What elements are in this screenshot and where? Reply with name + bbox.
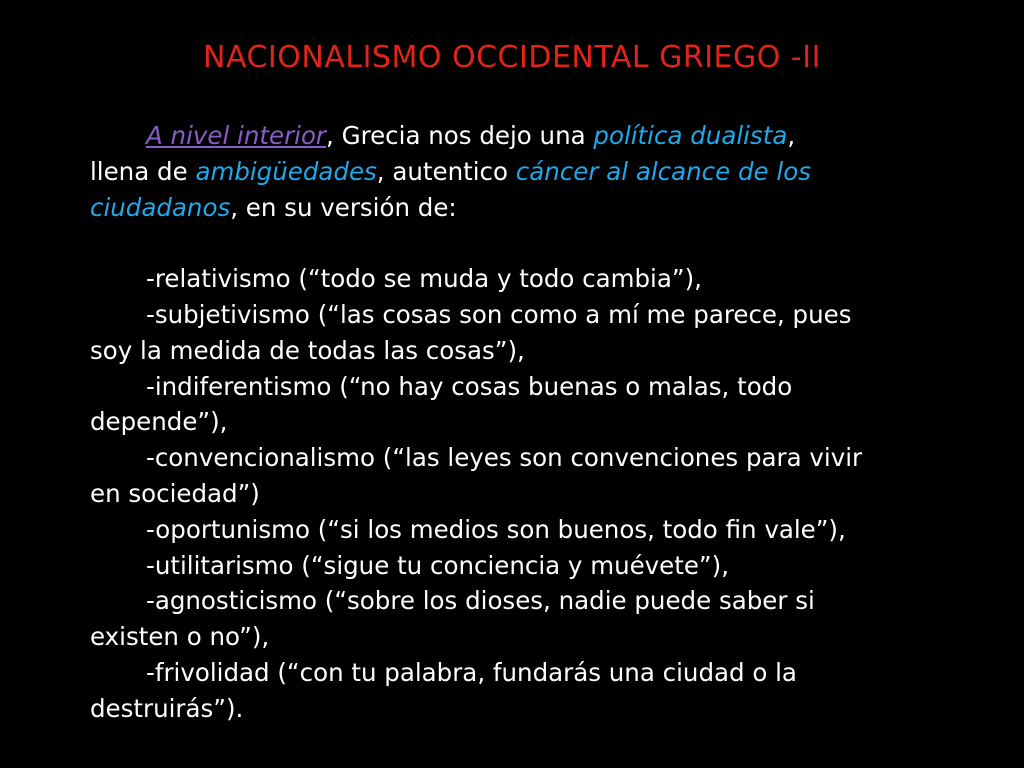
paragraph-gap — [90, 225, 940, 261]
highlight-politica-dualista: política dualista — [593, 121, 788, 150]
slide-body — [90, 118, 940, 727]
item-indiferentismo-cont: depende”), — [90, 407, 228, 437]
highlight-ambiguedades: ambigüedades — [195, 156, 377, 186]
item-relativismo: -relativismo (“todo se muda y todo cambia”), — [146, 264, 702, 294]
item-agnosticismo: -agnosticismo (“sobre los dioses, nadie puede saber si — [146, 586, 815, 616]
slide-title: NACIONALISMO OCCIDENTAL GRIEGO -II — [203, 40, 821, 75]
intro-line-3: ciudadanos, en su versión de: — [90, 192, 457, 222]
item-subjetivismo-cont: soy la medida de todas las cosas”), — [90, 335, 525, 365]
item-oportunismo: -oportunismo (“si los medios son buenos, todo fin vale”), — [146, 514, 846, 544]
intro-line-1: A nivel interior, Grecia nos dejo una política dualista, — [146, 121, 796, 150]
item-convencionalismo-cont: en sociedad”) — [90, 478, 260, 508]
item-convencionalismo: -convencionalismo (“las leyes son convenciones para vivir — [146, 443, 863, 473]
highlight-cancer: cáncer al alcance de los — [515, 156, 811, 186]
item-frivolidad-cont: destruirás”). — [90, 693, 244, 723]
item-agnosticismo-cont: existen o no”), — [90, 622, 270, 652]
item-utilitarismo: -utilitarismo (“sigue tu conciencia y muévete”), — [146, 550, 729, 580]
interior-link[interactable]: A nivel interior — [146, 121, 327, 150]
item-frivolidad: -frivolidad (“con tu palabra, fundarás una ciudad o la — [146, 657, 797, 687]
item-subjetivismo: -subjetivismo (“las cosas son como a mí me parece, pues — [146, 299, 852, 329]
highlight-ciudadanos: ciudadanos — [90, 192, 231, 222]
item-indiferentismo: -indiferentismo (“no hay cosas buenas o malas, todo — [146, 371, 793, 401]
intro-line-2: llena de ambigüedades, autentico cáncer al alcance de los — [90, 156, 811, 186]
